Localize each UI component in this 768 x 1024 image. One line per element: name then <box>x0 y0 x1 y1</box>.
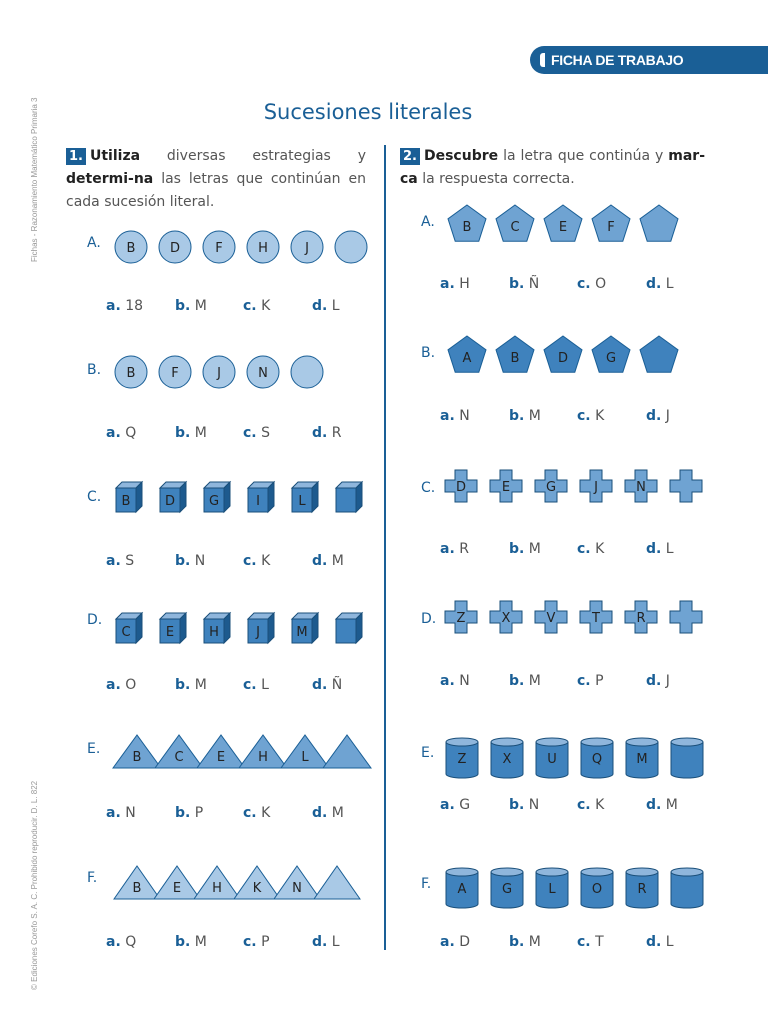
option-letter: d. <box>646 673 662 689</box>
shape-letter: E <box>216 750 226 765</box>
shape-letter: A <box>462 351 472 366</box>
cross-shape <box>670 601 702 633</box>
shape-letter: J <box>256 625 260 640</box>
option-value: K <box>590 797 605 813</box>
cube-side <box>312 482 318 512</box>
option-letter: a. <box>106 805 121 821</box>
cylinder-body <box>671 742 703 778</box>
instr1-bold-3: na <box>133 171 154 187</box>
shape-letter: X <box>502 752 512 767</box>
pentagon-shape <box>640 336 678 372</box>
shape-letter: I <box>256 494 260 509</box>
cube-side <box>312 613 318 643</box>
option-value: J <box>661 673 670 689</box>
cylinder-top <box>491 868 523 876</box>
option-letter: c. <box>577 276 591 292</box>
cylinder-top <box>536 738 568 746</box>
instr1-text-1: diversas estrategias y <box>140 148 366 164</box>
option-value: R <box>454 541 469 557</box>
option-letter: c. <box>577 797 591 813</box>
shape-letter: M <box>636 752 648 767</box>
option-letter: c. <box>243 298 257 314</box>
item-label: D. <box>421 611 437 627</box>
shape-letter: L <box>548 882 556 897</box>
option-value: L <box>256 677 269 693</box>
option-letter: c. <box>243 425 257 441</box>
option-value: K <box>590 541 605 557</box>
item-label: A. <box>421 214 435 230</box>
item-label: F. <box>421 876 432 892</box>
instr2-bold-2: mar- <box>668 148 705 164</box>
item-label: C. <box>421 480 436 496</box>
option-letter: a. <box>106 425 121 441</box>
option-value: M <box>327 805 344 821</box>
shape-letter: B <box>126 241 136 256</box>
option-letter: c. <box>243 805 257 821</box>
instr2-text-2: la respuesta correcta. <box>417 171 575 187</box>
cube-side <box>180 482 186 512</box>
option-value: P <box>256 934 270 950</box>
shape-letter: Z <box>456 611 466 626</box>
shape-letter: R <box>637 882 647 897</box>
option-letter: a. <box>106 298 121 314</box>
option-value: P <box>590 673 604 689</box>
option-letter: b. <box>175 934 191 950</box>
option-value: J <box>661 408 670 424</box>
option-letter: b. <box>175 298 191 314</box>
cylinder-top <box>446 868 478 876</box>
shape-letter: E <box>501 480 511 495</box>
option-value: M <box>524 673 541 689</box>
option-value: L <box>661 276 674 292</box>
shape-letter: B <box>132 750 142 765</box>
cylinder-body <box>671 872 703 908</box>
cube-side <box>224 482 230 512</box>
option-value: L <box>661 541 674 557</box>
option-letter: c. <box>243 934 257 950</box>
shape-letter: B <box>126 366 136 381</box>
exercise-number-1: 1. <box>66 148 86 165</box>
cylinder-top <box>581 868 613 876</box>
option-letter: b. <box>509 408 525 424</box>
option-letter: d. <box>646 797 662 813</box>
instr2-bold-1: Descubre <box>423 148 499 164</box>
option-letter: d. <box>312 298 328 314</box>
option-letter: a. <box>106 677 121 693</box>
cube-side <box>356 613 362 643</box>
option-value: D <box>454 934 470 950</box>
option-value: K <box>590 408 605 424</box>
item-label: B. <box>421 345 436 361</box>
option-value: N <box>454 408 470 424</box>
option-value: P <box>190 805 204 821</box>
option-letter: b. <box>509 276 525 292</box>
option-value: H <box>454 276 470 292</box>
cube-front <box>336 619 356 643</box>
shape-letter: M <box>296 625 308 640</box>
option-value: K <box>256 298 271 314</box>
shape-letter: D <box>164 494 176 509</box>
option-value: T <box>590 934 604 950</box>
option-letter: c. <box>577 673 591 689</box>
option-letter: b. <box>509 541 525 557</box>
option-letter: d. <box>646 541 662 557</box>
shape-letter: H <box>212 881 222 896</box>
cylinder-top <box>536 868 568 876</box>
option-letter: b. <box>175 553 191 569</box>
option-letter: b. <box>175 805 191 821</box>
shape-letter: K <box>252 881 262 896</box>
item-label: A. <box>87 235 101 251</box>
option-letter: b. <box>175 677 191 693</box>
option-letter: b. <box>509 934 525 950</box>
option-letter: a. <box>440 934 455 950</box>
cube-front <box>336 488 356 512</box>
option-value: R <box>327 425 342 441</box>
option-value: S <box>120 553 135 569</box>
cylinder-top <box>671 868 703 876</box>
shape-letter: V <box>546 611 556 626</box>
cube-side <box>268 613 274 643</box>
option-value: M <box>190 934 207 950</box>
shape-letter: C <box>121 625 131 640</box>
shape-letter: G <box>545 480 557 495</box>
shape-letter: J <box>594 480 598 495</box>
cube-side <box>224 613 230 643</box>
option-value: L <box>327 298 340 314</box>
shape-letter: U <box>547 752 557 767</box>
shape-letter: O <box>591 882 603 897</box>
instr2-text-1: la letra que continúa y <box>498 148 669 164</box>
shape-letter: N <box>258 366 268 381</box>
cylinder-top <box>446 738 478 746</box>
option-letter: c. <box>243 553 257 569</box>
option-letter: d. <box>312 677 328 693</box>
option-value: M <box>190 425 207 441</box>
shape-letter: B <box>462 220 472 235</box>
shape-letter: C <box>510 220 520 235</box>
option-letter: c. <box>243 677 257 693</box>
side-caption-bottom: © Ediciones Corefo S. A. C. Prohibido reproducir. D. L. 822 <box>30 780 39 990</box>
option-value: N <box>524 797 540 813</box>
shape-letter: F <box>171 366 179 381</box>
option-letter: d. <box>312 425 328 441</box>
option-letter: d. <box>646 934 662 950</box>
worksheet-header-label: FICHA DE TRABAJO <box>551 52 684 68</box>
option-value: L <box>327 934 340 950</box>
shape-letter: E <box>165 625 175 640</box>
option-value: Q <box>120 934 137 950</box>
option-value: M <box>524 408 541 424</box>
shape-letter: G <box>208 494 220 509</box>
item-label: E. <box>421 745 435 761</box>
instr1-bold-2: determi- <box>66 171 134 187</box>
shape-letter: B <box>121 494 131 509</box>
option-value: Ñ <box>524 276 540 292</box>
option-letter: d. <box>646 408 662 424</box>
cylinder-top <box>491 738 523 746</box>
shape-letter: H <box>258 750 268 765</box>
cube-side <box>136 482 142 512</box>
shape-letter: E <box>558 220 568 235</box>
option-value: O <box>120 677 137 693</box>
triangle-shape <box>314 866 360 899</box>
cube-side <box>356 482 362 512</box>
item-label: B. <box>87 362 102 378</box>
option-value: L <box>661 934 674 950</box>
option-letter: a. <box>440 541 455 557</box>
option-value: S <box>256 425 270 441</box>
shape-letter: Z <box>457 752 467 767</box>
shape-letter: G <box>501 882 513 897</box>
option-letter: a. <box>440 408 455 424</box>
page-title: Sucesiones literales <box>263 100 473 124</box>
item-label: C. <box>87 489 102 505</box>
shape-letter: T <box>592 611 600 626</box>
option-value: Ñ <box>327 677 343 693</box>
option-letter: d. <box>312 805 328 821</box>
cross-shape <box>670 470 702 502</box>
option-value: G <box>454 797 471 813</box>
option-letter: d. <box>312 934 328 950</box>
option-letter: a. <box>440 797 455 813</box>
cube-side <box>136 613 142 643</box>
shape-letter: F <box>215 241 223 256</box>
triangle-shape <box>323 735 371 768</box>
item-label: F. <box>87 870 98 886</box>
option-letter: a. <box>106 553 121 569</box>
shape-letter: J <box>217 366 221 381</box>
shape-letter: H <box>258 241 268 256</box>
shape-letter: E <box>172 881 182 896</box>
option-value: M <box>661 797 678 813</box>
circle-shape <box>335 231 367 263</box>
circle-shape <box>291 356 323 388</box>
shape-letter: X <box>501 611 511 626</box>
exercise-number-2: 2. <box>400 148 420 165</box>
option-value: 18 <box>120 298 144 314</box>
shape-letter: H <box>209 625 219 640</box>
shape-letter: D <box>455 480 467 495</box>
shape-letter: N <box>636 480 646 495</box>
option-value: K <box>256 553 271 569</box>
shape-letter: B <box>510 351 520 366</box>
option-letter: b. <box>509 673 525 689</box>
shape-letter: D <box>169 241 181 256</box>
shape-letter: B <box>132 881 142 896</box>
option-letter: c. <box>577 408 591 424</box>
option-value: M <box>524 541 541 557</box>
instr1-bold-1: Utiliza <box>89 148 141 164</box>
cylinder-top <box>626 738 658 746</box>
item-label: E. <box>87 741 101 757</box>
side-caption-top: Fichas - Razonamiento Matemático Primaria 3 <box>30 97 39 262</box>
shape-letter: L <box>298 494 306 509</box>
shape-letter: J <box>305 241 309 256</box>
option-letter: a. <box>440 276 455 292</box>
option-letter: a. <box>106 934 121 950</box>
shape-letter: A <box>457 882 467 897</box>
instr2-bold-3: ca <box>400 171 418 187</box>
option-letter: c. <box>577 541 591 557</box>
pentagon-shape <box>640 205 678 241</box>
option-letter: d. <box>646 276 662 292</box>
option-value: N <box>190 553 206 569</box>
option-value: Q <box>120 425 137 441</box>
option-value: M <box>327 553 344 569</box>
shape-letter: L <box>301 750 309 765</box>
option-value: N <box>454 673 470 689</box>
option-value: M <box>524 934 541 950</box>
cube-side <box>180 613 186 643</box>
option-value: K <box>256 805 271 821</box>
instr1-text-2: las letras que continúan en cada sucesión literal. <box>66 171 366 210</box>
shape-letter: N <box>292 881 302 896</box>
shape-letter: F <box>607 220 615 235</box>
option-letter: a. <box>440 673 455 689</box>
option-letter: c. <box>577 934 591 950</box>
option-value: M <box>190 298 207 314</box>
cylinder-top <box>671 738 703 746</box>
option-value: M <box>190 677 207 693</box>
shape-letter: Q <box>591 752 603 767</box>
shape-letter: R <box>636 611 646 626</box>
option-letter: d. <box>312 553 328 569</box>
shape-letter: D <box>557 351 569 366</box>
cylinder-top <box>581 738 613 746</box>
option-letter: b. <box>175 425 191 441</box>
cylinder-top <box>626 868 658 876</box>
option-value: O <box>590 276 607 292</box>
item-label: D. <box>87 612 103 628</box>
cube-side <box>268 482 274 512</box>
option-value: N <box>120 805 136 821</box>
shape-letter: C <box>174 750 184 765</box>
option-letter: b. <box>509 797 525 813</box>
shape-letter: G <box>605 351 617 366</box>
